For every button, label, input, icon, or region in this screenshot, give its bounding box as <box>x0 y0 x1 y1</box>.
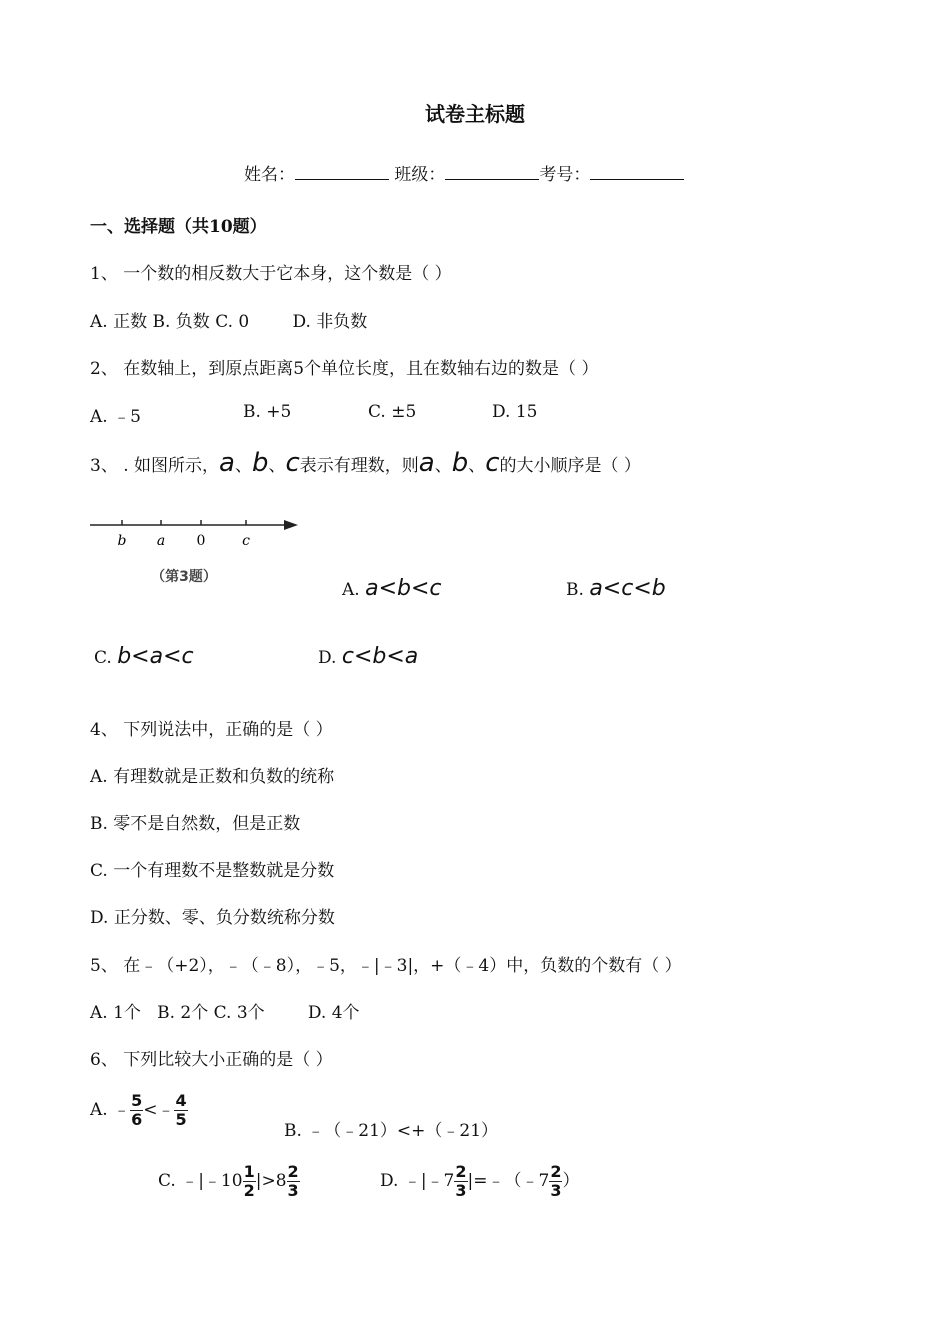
fraction-denominator: 3 <box>550 1181 562 1200</box>
question-2-option-b: B. +5 <box>243 402 292 422</box>
question-5-stem: 5、 在﹣（+2），﹣（﹣8），﹣5，﹣|﹣3|，+（﹣4）中，负数的个数有（ ） <box>90 956 682 976</box>
question-4-option-b: B. 零不是自然数，但是正数 <box>90 814 301 834</box>
fraction-4-5 <box>174 1092 187 1129</box>
q6-opt-a-label: A. ﹣ <box>90 1100 131 1120</box>
q3-var-b: b <box>251 448 269 478</box>
q3-opt-b-expr: a<c<b <box>589 576 666 601</box>
q6-opt-c-label: C. ﹣|﹣10 <box>158 1171 243 1191</box>
exam-no-label: 考号： <box>539 165 591 185</box>
q6-opt-c-mid: |>8 <box>255 1171 287 1191</box>
axis-label-0: 0 <box>196 533 206 549</box>
question-1-stem: 1、 一个数的相反数大于它本身，这个数是（ ） <box>90 264 452 284</box>
question-4-option-a: A. 有理数就是正数和负数的统称 <box>90 767 335 787</box>
fraction-denominator: 6 <box>131 1110 143 1129</box>
fraction-1-2 <box>243 1163 256 1200</box>
student-info-line <box>244 160 684 185</box>
axis-label-b: b <box>117 533 127 549</box>
fraction-denominator: 3 <box>287 1181 299 1200</box>
name-label: 姓名： <box>244 165 295 185</box>
class-blank <box>445 165 539 180</box>
question-2-option-d: D. 15 <box>492 402 538 422</box>
question-4-stem: 4、 下列说法中，正确的是（ ） <box>90 720 333 740</box>
fraction-denominator: 2 <box>243 1181 255 1200</box>
q3-sep: 、 <box>434 456 452 476</box>
question-2-option-c: C. ±5 <box>368 402 417 422</box>
axis-label-a: a <box>156 533 166 549</box>
q3-opt-b-label: B. <box>566 580 590 600</box>
q3-opt-a-label: A. <box>342 580 366 600</box>
question-4-option-c: C. 一个有理数不是整数就是分数 <box>90 861 335 881</box>
fraction-numerator: 4 <box>175 1091 187 1110</box>
question-6-option-c <box>158 1163 300 1200</box>
exam-title: 试卷主标题 <box>425 102 525 126</box>
fraction-5-6 <box>130 1092 143 1129</box>
fraction-numerator: 2 <box>287 1162 299 1181</box>
question-6-stem: 6、 下列比较大小正确的是（ ） <box>90 1050 333 1070</box>
q3-stem-suffix: 的大小顺序是（ ） <box>499 456 641 476</box>
q3-opt-a-expr: a<b<c <box>365 576 442 601</box>
q3-opt-d-expr: c<b<a <box>341 644 419 669</box>
name-blank <box>295 165 389 180</box>
q3-var-c: c <box>285 448 300 478</box>
fraction-numerator: 1 <box>243 1162 255 1181</box>
fraction-denominator: 3 <box>455 1181 467 1200</box>
q3-var-c: c <box>485 448 500 478</box>
class-label: 班级： <box>394 165 446 185</box>
question-3-stem <box>90 448 641 478</box>
fraction-denominator: 5 <box>175 1110 187 1129</box>
question-6-option-a <box>90 1092 188 1129</box>
fraction-2-3 <box>454 1163 467 1200</box>
q3-opt-d-label: D. <box>318 648 342 668</box>
q3-var-a: a <box>418 448 435 478</box>
fraction-2-3 <box>287 1163 300 1200</box>
question-6-option-d <box>380 1163 579 1200</box>
exam-no-blank <box>590 165 684 180</box>
q3-sep: 、 <box>268 456 286 476</box>
fraction-numerator: 2 <box>455 1162 467 1181</box>
question-1-options: A. 正数 B. 负数 C. 0 D. 非负数 <box>90 312 368 332</box>
q6-opt-d-end: ） <box>562 1171 580 1191</box>
axis-label-c: c <box>242 533 250 549</box>
q6-opt-d-mid: |=﹣（﹣7 <box>467 1171 550 1191</box>
q3-sep: 、 <box>234 456 252 476</box>
fraction-numerator: 2 <box>550 1162 562 1181</box>
figure-caption: （第3题） <box>151 569 217 585</box>
q6-opt-d-label: D. ﹣|﹣7 <box>380 1171 455 1191</box>
question-3-option-b <box>566 576 666 601</box>
fraction-numerator: 5 <box>131 1091 143 1110</box>
q3-opt-c-expr: b<a<c <box>117 644 194 669</box>
q3-var-a: a <box>219 448 235 478</box>
question-3-option-a <box>342 576 442 601</box>
question-6-option-b: B. ﹣（﹣21）<+（﹣21） <box>284 1121 499 1141</box>
fraction-2-3 <box>549 1163 562 1200</box>
question-2-option-a: A. ﹣5 <box>90 407 141 427</box>
q3-sep: 、 <box>468 456 486 476</box>
question-4-option-d: D. 正分数、零、负分数统称分数 <box>90 908 335 928</box>
question-2-stem: 2、 在数轴上，到原点距离5个单位长度，且在数轴右边的数是（ ） <box>90 359 599 379</box>
question-3-option-d <box>318 644 418 669</box>
number-line-arrow <box>284 520 298 530</box>
q3-opt-c-label: C. <box>94 648 118 668</box>
q3-stem-mid: 表示有理数，则 <box>299 456 419 476</box>
question-3-option-c <box>94 644 194 669</box>
question-5-options: A. 1个 B. 2个 C. 3个 D. 4个 <box>90 1003 360 1023</box>
section-heading: 一、选择题（共10题） <box>90 217 267 237</box>
number-line-figure <box>88 510 302 590</box>
q3-var-b: b <box>451 448 469 478</box>
q6-opt-a-mid: <﹣ <box>143 1100 175 1120</box>
q3-stem-prefix: 3、 . 如图所示， <box>90 456 220 476</box>
